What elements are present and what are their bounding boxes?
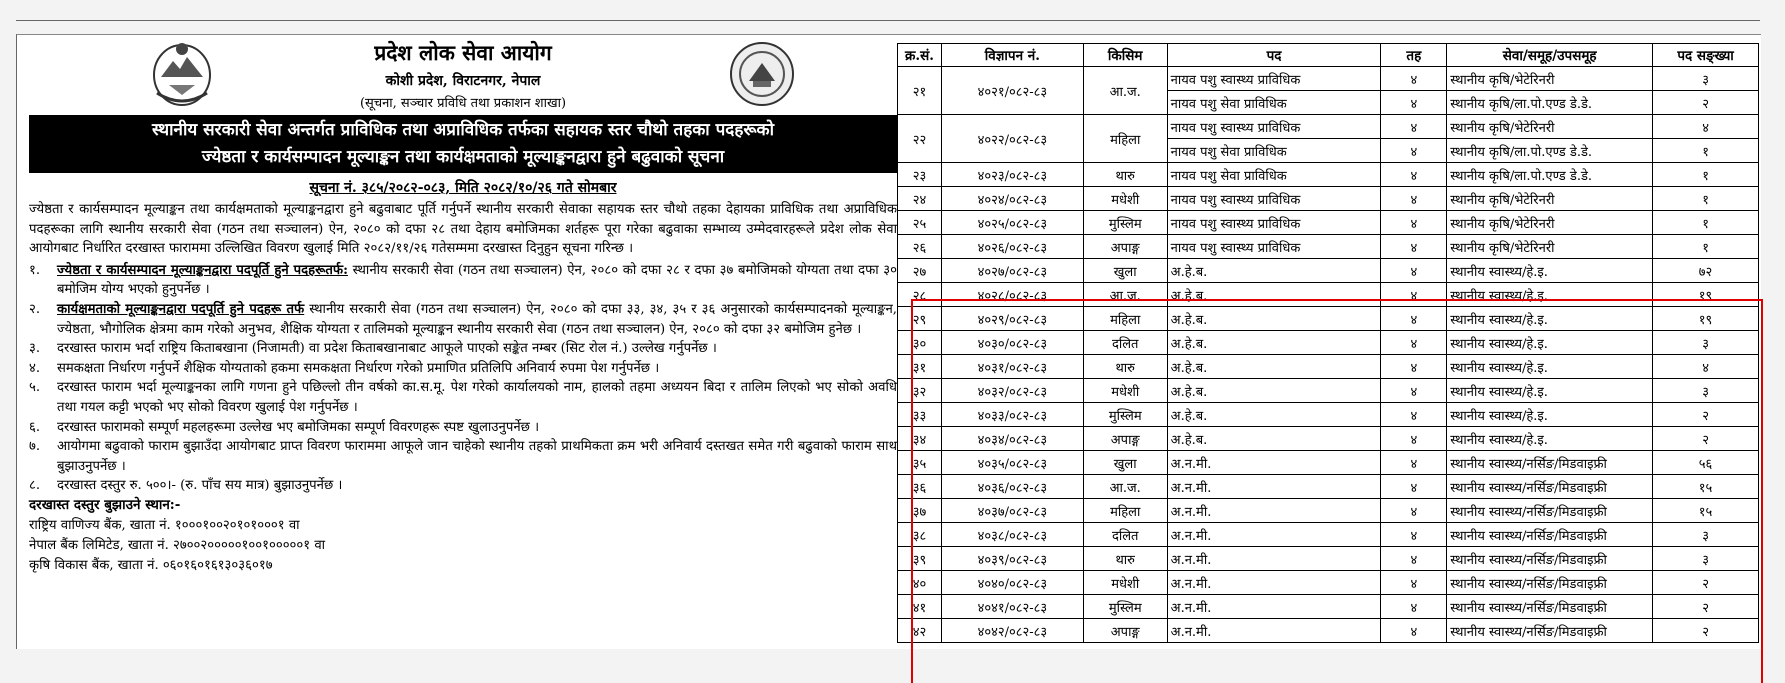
cell-count: ३: [1653, 547, 1759, 571]
notice-header: [29, 35, 897, 113]
org-location: कोशी प्रदेश, विराटनगर, नेपाल: [385, 73, 541, 89]
cell-service: स्थानीय स्वास्थ्य/हे.इ.: [1447, 331, 1653, 355]
table-row: [898, 211, 1759, 235]
table-body: [898, 67, 1759, 643]
cell-level: ४: [1381, 619, 1447, 643]
cell-service: स्थानीय स्वास्थ्य/हे.इ.: [1447, 379, 1653, 403]
cell-post: अ.न.मी.: [1167, 547, 1381, 571]
condition-item: ६. दरखास्त फारामको सम्पूर्ण महलहरूमा उल्लेख भए बमोजिमका सम्पूर्ण विवरणहरू स्पष्ट खुलाउनुपर्नेछ ।: [29, 419, 540, 435]
cell-type: आ.ज.: [1083, 475, 1167, 499]
cell-post: अ.न.मी.: [1167, 595, 1381, 619]
table-row: [898, 475, 1759, 499]
cell-service: स्थानीय कृषि/ला.पो.एण्ड डे.डे.: [1447, 91, 1653, 115]
cell-post: अ.न.मी.: [1167, 571, 1381, 595]
cell-sn: २९: [898, 307, 942, 331]
cell-adv-no: ४०३७/०८२-८३: [941, 499, 1083, 523]
psc-seal-icon: [729, 41, 795, 107]
cell-type: मधेशी: [1083, 571, 1167, 595]
table-row: [898, 163, 1759, 187]
cell-sn: ३९: [898, 547, 942, 571]
cell-sn: ४१: [898, 595, 942, 619]
cell-count: २: [1653, 619, 1759, 643]
col-header: पद: [1167, 44, 1381, 67]
cell-type: थारु: [1083, 163, 1167, 187]
cell-adv-no: ४०३८/०८२-८३: [941, 523, 1083, 547]
cell-type: मधेशी: [1083, 379, 1167, 403]
cell-sn: ३०: [898, 331, 942, 355]
cell-count: १: [1653, 235, 1759, 259]
cell-count: १५: [1653, 499, 1759, 523]
banner-line-2: ज्येष्ठता र कार्यसम्पादन मूल्याङ्कन तथा कार्यक्षमताको मूल्याङ्कनद्वारा हुने बढुवाको सूचना: [201, 147, 725, 167]
cell-count: १९: [1653, 307, 1759, 331]
cell-sn: २२: [898, 115, 942, 163]
cell-adv-no: ४०४०/०८२-८३: [941, 571, 1083, 595]
cell-type: आ.ज.: [1083, 283, 1167, 307]
table-row: [898, 595, 1759, 619]
cell-level: ४: [1381, 67, 1447, 91]
cell-type: अपाङ्ग: [1083, 427, 1167, 451]
cell-level: ४: [1381, 283, 1447, 307]
cell-adv-no: ४०३४/०८२-८३: [941, 427, 1083, 451]
cell-level: ४: [1381, 403, 1447, 427]
cell-adv-no: ४०२३/०८२-८३: [941, 163, 1083, 187]
cell-adv-no: ४०३३/०८२-८३: [941, 403, 1083, 427]
cell-service: स्थानीय कृषि/ला.पो.एण्ड डे.डे.: [1447, 139, 1653, 163]
nepal-emblem-icon: [149, 37, 215, 109]
table-row: [898, 379, 1759, 403]
posts-table: [897, 43, 1759, 643]
cell-sn: ३२: [898, 379, 942, 403]
cell-service: स्थानीय स्वास्थ्य/नर्सिङ/मिडवाइफ्री: [1447, 499, 1653, 523]
bank-line: कृषि विकास बैंक, खाता नं. ०६०१६०१६१३०३६०१७: [29, 557, 273, 573]
condition-item: ४. समकक्षता निर्धारण गर्नुपर्ने शैक्षिक योग्यताको हकमा समकक्षता निर्धारण गरेको प्रमाणित प्रतिलिपि अनिवार्य रुपमा पेश गर्नुपर्नेछ ।: [29, 360, 660, 376]
table-row: [898, 571, 1759, 595]
cell-count: ४: [1653, 355, 1759, 379]
cell-service: स्थानीय स्वास्थ्य/हे.इ.: [1447, 403, 1653, 427]
bank-line: राष्ट्रिय वाणिज्य बैंक, खाता नं. १०००१००२०१०१०००१ वा: [29, 517, 300, 533]
org-branch: (सूचना, सञ्चार प्रविधि तथा प्रकाशन शाखा): [359, 96, 567, 111]
cell-post: अ.न.मी.: [1167, 451, 1381, 475]
cell-post: अ.न.मी.: [1167, 619, 1381, 643]
cell-service: स्थानीय स्वास्थ्य/हे.इ.: [1447, 259, 1653, 283]
cell-type: मुस्लिम: [1083, 595, 1167, 619]
col-header: तह: [1381, 44, 1447, 67]
cell-type: दलित: [1083, 331, 1167, 355]
cell-type: अपाङ्ग: [1083, 235, 1167, 259]
notice-text-column: [29, 35, 897, 649]
cell-post: अ.न.मी.: [1167, 475, 1381, 499]
cell-type: अपाङ्ग: [1083, 619, 1167, 643]
cell-service: स्थानीय कृषि/ला.पो.एण्ड डे.डे.: [1447, 163, 1653, 187]
condition-item: ५. दरखास्त फाराम भर्दा मूल्याङ्कनका लागि गणना हुने पछिल्लो तीन वर्षको का.स.मू. पेश गरेको कार्यालयको नाम, हालको तहमा अध्ययन बिदा र तालिम लिएको भए सोको अवधि तथा गयल कट्टी भएको भए सोको विवरण खुलाई पेश गर्नुपर्नेछ ।: [29, 380, 897, 415]
cell-count: ३: [1653, 379, 1759, 403]
table-row: [898, 403, 1759, 427]
cell-level: ४: [1381, 523, 1447, 547]
cell-level: ४: [1381, 571, 1447, 595]
cell-adv-no: ४०४१/०८२-८३: [941, 595, 1083, 619]
cell-adv-no: ४०२२/०८२-८३: [941, 115, 1083, 163]
cell-adv-no: ४०३६/०८२-८३: [941, 475, 1083, 499]
cell-adv-no: ४०२५/०८२-८३: [941, 211, 1083, 235]
cell-type: मुस्लिम: [1083, 211, 1167, 235]
cell-sn: २४: [898, 187, 942, 211]
cell-sn: ४२: [898, 619, 942, 643]
cell-adv-no: ४०३०/०८२-८३: [941, 331, 1083, 355]
cell-count: ५६: [1653, 451, 1759, 475]
table-row: [898, 547, 1759, 571]
cell-count: ३: [1653, 67, 1759, 91]
cell-level: ४: [1381, 211, 1447, 235]
col-header: किसिम: [1083, 44, 1167, 67]
cell-type: मुस्लिम: [1083, 403, 1167, 427]
cell-service: स्थानीय स्वास्थ्य/नर्सिङ/मिडवाइफ्री: [1447, 619, 1653, 643]
cell-post: नायव पशु सेवा प्राविधिक: [1167, 163, 1381, 187]
notice-page: [16, 34, 1761, 649]
table-row: [898, 67, 1759, 91]
cell-count: १: [1653, 187, 1759, 211]
condition-item: २. कार्यक्षमताको मूल्याङ्कनद्वारा पदपूर्ति हुने पदहरू तर्फ स्थानीय सरकारी सेवा (गठन तथा सञ्चालन) ऐन, २०८० को दफा ३३, ३४, ३५ र ३६ अनुसारको कार्यसम्पादनको मूल्याङ्कन, ज्येष्ठता, भौगोलिक क्षेत्रमा काम गरेको अनुभव, शैक्षिक योग्यता र तालिमको मूल्याङ्कन स्थानीय सरकारी सेवा (गठन तथा सञ्चालन) ऐन, २०८० को दफा ३२ बमोजिम हुनेछ ।: [29, 301, 897, 337]
cell-level: ४: [1381, 379, 1447, 403]
cell-service: स्थानीय कृषि/भेटेरिनरी: [1447, 115, 1653, 139]
cell-level: ४: [1381, 139, 1447, 163]
cell-adv-no: ४०२८/०८२-८३: [941, 283, 1083, 307]
cell-level: ४: [1381, 451, 1447, 475]
table-row: [898, 235, 1759, 259]
cell-adv-no: ४०२६/०८२-८३: [941, 235, 1083, 259]
table-row: [898, 499, 1759, 523]
posts-table-panel: [897, 43, 1759, 643]
cell-sn: ४०: [898, 571, 942, 595]
cell-service: स्थानीय कृषि/भेटेरिनरी: [1447, 235, 1653, 259]
cell-adv-no: ४०२७/०८२-८३: [941, 259, 1083, 283]
cell-service: स्थानीय स्वास्थ्य/हे.इ.: [1447, 355, 1653, 379]
cell-post: नायव पशु स्वास्थ्य प्राविधिक: [1167, 235, 1381, 259]
cell-service: स्थानीय कृषि/भेटेरिनरी: [1447, 67, 1653, 91]
cell-service: स्थानीय स्वास्थ्य/हे.इ.: [1447, 283, 1653, 307]
banner-line-1: स्थानीय सरकारी सेवा अन्तर्गत प्राविधिक तथा अप्राविधिक तर्फका सहायक स्तर चौथो तहका पदहरूको: [151, 120, 775, 140]
col-header: क्र.सं.: [898, 44, 942, 67]
table-row: [898, 115, 1759, 139]
condition-item: १. ज्येष्ठता र कार्यसम्पादन मूल्याङ्कनद्वारा पदपूर्ति हुने पदहरूतर्फ: स्थानीय सरकारी सेवा (गठन तथा सञ्चालन) ऐन, २०८० को दफा २८ र दफा ३७ बमोजिमको योग्यता तथा दफा ३० बमोजिम योग्य भएको हुनुपर्नेछ ।: [29, 262, 898, 298]
table-row: [898, 307, 1759, 331]
cell-level: ४: [1381, 115, 1447, 139]
cell-post: नायव पशु सेवा प्राविधिक: [1167, 139, 1381, 163]
condition-item: ७. आयोगमा बढुवाको फाराम बुझाउँदा आयोगबाट प्राप्त विवरण फाराममा आफूले जान चाहेको स्थानीय तहको प्राथमिकता क्रम भरी अनिवार्य दस्तखत समेत गरी बढुवाको फाराम साथ बुझाउनुपर्नेछ ।: [29, 439, 897, 474]
cell-level: ४: [1381, 259, 1447, 283]
notice-number: सूचना नं. ३८५/२०८२-०८३, मिति २०८२/१०/२६ गते सोमबार: [309, 180, 617, 196]
col-header: सेवा/समूह/उपसमूह: [1447, 44, 1653, 67]
cell-sn: ३५: [898, 451, 942, 475]
cell-post: अ.न.मी.: [1167, 523, 1381, 547]
cell-level: ४: [1381, 187, 1447, 211]
cell-level: ४: [1381, 331, 1447, 355]
cell-level: ४: [1381, 475, 1447, 499]
cell-post: अ.हे.ब.: [1167, 259, 1381, 283]
cell-post: नायव पशु स्वास्थ्य प्राविधिक: [1167, 115, 1381, 139]
cell-adv-no: ४०२९/०८२-८३: [941, 307, 1083, 331]
cell-level: ४: [1381, 595, 1447, 619]
cell-post: नायव पशु स्वास्थ्य प्राविधिक: [1167, 187, 1381, 211]
cell-service: स्थानीय कृषि/भेटेरिनरी: [1447, 211, 1653, 235]
cell-count: २: [1653, 571, 1759, 595]
table-row: [898, 523, 1759, 547]
cell-service: स्थानीय कृषि/भेटेरिनरी: [1447, 187, 1653, 211]
cell-service: स्थानीय स्वास्थ्य/नर्सिङ/मिडवाइफ्री: [1447, 451, 1653, 475]
cell-count: २: [1653, 91, 1759, 115]
cell-adv-no: ४०३५/०८२-८३: [941, 451, 1083, 475]
cell-type: महिला: [1083, 499, 1167, 523]
cell-level: ४: [1381, 499, 1447, 523]
cell-type: थारु: [1083, 547, 1167, 571]
cell-sn: २५: [898, 211, 942, 235]
table-row: [898, 283, 1759, 307]
cell-level: ४: [1381, 163, 1447, 187]
table-row: [898, 187, 1759, 211]
cell-count: ३: [1653, 331, 1759, 355]
cell-sn: ३७: [898, 499, 942, 523]
cell-post: अ.न.मी.: [1167, 499, 1381, 523]
cell-post: नायव पशु स्वास्थ्य प्राविधिक: [1167, 67, 1381, 91]
cell-sn: ३४: [898, 427, 942, 451]
cell-sn: ३३: [898, 403, 942, 427]
cell-post: अ.हे.ब.: [1167, 403, 1381, 427]
table-row: [898, 451, 1759, 475]
cell-service: स्थानीय स्वास्थ्य/नर्सिङ/मिडवाइफ्री: [1447, 547, 1653, 571]
cell-type: मधेशी: [1083, 187, 1167, 211]
cell-sn: २८: [898, 283, 942, 307]
cell-adv-no: ४०३९/०८२-८३: [941, 547, 1083, 571]
cell-level: ४: [1381, 547, 1447, 571]
cell-post: अ.हे.ब.: [1167, 379, 1381, 403]
bank-line: नेपाल बैंक लिमिटेड, खाता नं. २७००२०००००१००१०००००१ वा: [29, 537, 326, 553]
cell-count: ४: [1653, 115, 1759, 139]
cell-sn: २१: [898, 67, 942, 115]
cell-service: स्थानीय स्वास्थ्य/नर्सिङ/मिडवाइफ्री: [1447, 523, 1653, 547]
table-header-row: [898, 44, 1759, 67]
table-row: [898, 331, 1759, 355]
cell-level: ४: [1381, 355, 1447, 379]
cell-count: ३: [1653, 523, 1759, 547]
cell-post: अ.हे.ब.: [1167, 307, 1381, 331]
cell-sn: २७: [898, 259, 942, 283]
cell-sn: ३६: [898, 475, 942, 499]
col-header: विज्ञापन नं.: [941, 44, 1083, 67]
org-name: प्रदेश लोक सेवा आयोग: [374, 40, 552, 65]
cell-level: ४: [1381, 91, 1447, 115]
cell-post: नायव पशु स्वास्थ्य प्राविधिक: [1167, 211, 1381, 235]
cell-type: आ.ज.: [1083, 67, 1167, 115]
cell-service: स्थानीय स्वास्थ्य/नर्सिङ/मिडवाइफ्री: [1447, 595, 1653, 619]
cell-type: खुला: [1083, 259, 1167, 283]
cell-level: ४: [1381, 427, 1447, 451]
col-header: पद सङ्ख्या: [1653, 44, 1759, 67]
condition-item: ३. दरखास्त फाराम भर्दा राष्ट्रिय किताबखाना (निजामती) वा प्रदेश किताबखानाबाट आफूले पाएको सङ्केत नम्बर (सिट रोल नं.) उल्लेख गर्नुपर्नेछ ।: [29, 341, 717, 357]
condition-item: ८. दरखास्त दस्तुर रु. ५००।- (रु. पाँच सय मात्र) बुझाउनुपर्नेछ ।: [29, 478, 343, 494]
cell-post: अ.हे.ब.: [1167, 331, 1381, 355]
top-rule: [16, 20, 1760, 21]
cell-adv-no: ४०२४/०८२-८३: [941, 187, 1083, 211]
notice-intro: ज्येष्ठता र कार्यसम्पादन मूल्याङ्कन तथा कार्यक्षमताको मूल्याङ्कनद्वारा हुने बढुवाबाट पूर्ति गर्नुपर्ने स्थानीय सरकारी सेवाका सहायक स्तर चौथो तहका देहायका प्राविधिक तथा अप्राविधिक पदहरूका लागि स्थानीय सरकारी सेवा (गठन तथा सञ्चालन) ऐन, २०८० को दफा २८ तथा देहाय बमोजिमका शर्तहरू पूरा गरेका बढुवाका सम्भाव्य उम्मेदवारहरूले प्रदेश लोक सेवा आयोगबाट निर्धारित दरखास्त फाराममा उल्लिखित विवरण खुलाई मिति २०८२/११/२६ गतेसम्ममा दरखास्त दिनुहुन सूचना गरिन्छ ।: [29, 202, 897, 257]
cell-service: स्थानीय स्वास्थ्य/हे.इ.: [1447, 427, 1653, 451]
table-row: [898, 619, 1759, 643]
cell-sn: २६: [898, 235, 942, 259]
cell-count: २: [1653, 403, 1759, 427]
cell-post: अ.हे.ब.: [1167, 427, 1381, 451]
table-row: [898, 355, 1759, 379]
cell-adv-no: ४०२१/०८२-८३: [941, 67, 1083, 115]
cell-count: १: [1653, 163, 1759, 187]
cell-sn: २३: [898, 163, 942, 187]
cell-post: नायव पशु सेवा प्राविधिक: [1167, 91, 1381, 115]
cell-post: अ.हे.ब.: [1167, 355, 1381, 379]
cell-sn: ३८: [898, 523, 942, 547]
cell-count: १: [1653, 139, 1759, 163]
table-row: [898, 259, 1759, 283]
cell-count: २: [1653, 595, 1759, 619]
cell-count: १: [1653, 211, 1759, 235]
cell-service: स्थानीय स्वास्थ्य/हे.इ.: [1447, 307, 1653, 331]
cell-level: ४: [1381, 307, 1447, 331]
cell-type: दलित: [1083, 523, 1167, 547]
cell-count: १९: [1653, 283, 1759, 307]
cell-post: अ.हे.ब.: [1167, 283, 1381, 307]
notice-banner: [29, 115, 897, 173]
cell-type: थारु: [1083, 355, 1167, 379]
cell-level: ४: [1381, 235, 1447, 259]
payment-heading: दरखास्त दस्तुर बुझाउने स्थान:-: [29, 496, 181, 513]
cell-adv-no: ४०३१/०८२-८३: [941, 355, 1083, 379]
cell-adv-no: ४०३२/०८२-८३: [941, 379, 1083, 403]
cell-type: खुला: [1083, 451, 1167, 475]
cell-count: १५: [1653, 475, 1759, 499]
cell-sn: ३१: [898, 355, 942, 379]
cell-type: महिला: [1083, 307, 1167, 331]
conditions-list: [29, 261, 897, 496]
cell-type: महिला: [1083, 115, 1167, 163]
cell-count: ७२: [1653, 259, 1759, 283]
cell-service: स्थानीय स्वास्थ्य/नर्सिङ/मिडवाइफ्री: [1447, 475, 1653, 499]
cell-adv-no: ४०४२/०८२-८३: [941, 619, 1083, 643]
table-row: [898, 427, 1759, 451]
cell-service: स्थानीय स्वास्थ्य/नर्सिङ/मिडवाइफ्री: [1447, 571, 1653, 595]
cell-count: २: [1653, 427, 1759, 451]
